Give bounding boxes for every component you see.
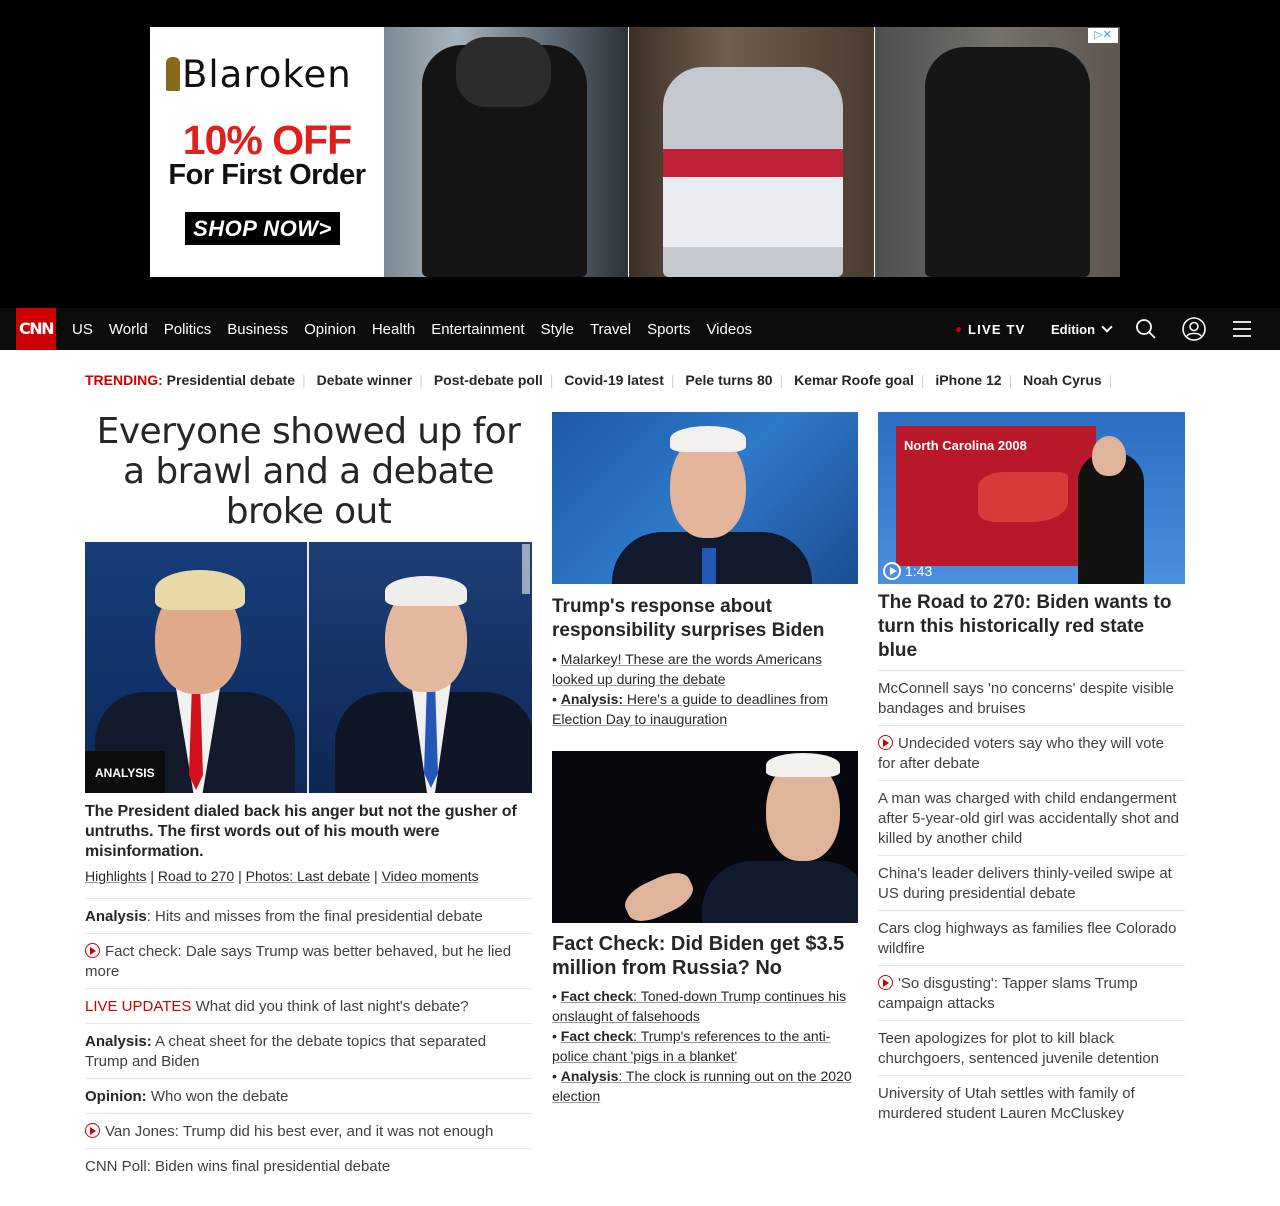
list-item[interactable]: A man was charged with child endangerment after 5-year-old girl was accidentally shot and killed by another child xyxy=(878,781,1185,856)
card-image-biden-debate[interactable] xyxy=(552,412,858,584)
play-icon xyxy=(883,562,901,580)
bullet-link[interactable]: Fact check: Toned-down Trump continues his onslaught of falsehoods xyxy=(552,988,847,1024)
list-item[interactable]: Undecided voters say who they will vote for after debate xyxy=(878,726,1185,781)
ad-photo-turtleneck[interactable] xyxy=(875,27,1120,277)
trending-bar: TRENDING: Presidential debate | Debate winner | Post-debate poll | Covid-19 latest | Pele turns 80 | Kemar Roofe goal | iPhone 12 | Noah Cyrus | xyxy=(85,372,1113,388)
list-item[interactable]: Teen apologizes for plot to kill black churchgoers, sentenced juvenile detention xyxy=(878,1021,1185,1076)
list-item[interactable]: McConnell says 'no concerns' despite visible bandages and bruises xyxy=(878,671,1185,726)
video-thumbnail[interactable] xyxy=(878,412,1185,584)
brand-figure-icon xyxy=(166,57,180,91)
ad-shop-button[interactable]: SHOP NOW> xyxy=(185,212,340,245)
ad-band xyxy=(0,0,1280,308)
account-icon[interactable] xyxy=(1182,317,1206,341)
video-duration: 1:43 xyxy=(883,562,932,580)
analysis-badge: ANALYSIS xyxy=(85,751,165,793)
list-item[interactable]: 'So disgusting': Tapper slams Trump campaign attacks xyxy=(878,966,1185,1021)
cnn-logo[interactable]: CNN xyxy=(16,308,56,350)
ad-sub: For First Order xyxy=(168,159,366,191)
chevron-down-icon xyxy=(1101,321,1112,332)
live-tv-link[interactable]: LIVE TV xyxy=(956,322,1026,337)
trending-item[interactable]: Kemar Roofe goal xyxy=(794,372,914,388)
list-item[interactable]: Fact check: Dale says Trump was better behaved, but he lied more xyxy=(85,934,532,989)
nav-link-videos[interactable]: Videos xyxy=(706,320,753,338)
list-item[interactable]: Van Jones: Trump did his best ever, and it was not enough xyxy=(85,1114,532,1149)
link-photos[interactable]: Photos: Last debate xyxy=(245,868,371,884)
trending-item[interactable]: Debate winner xyxy=(316,372,413,388)
nav-link-business[interactable]: Business xyxy=(227,320,289,338)
nav-link-us[interactable]: US xyxy=(72,320,93,338)
trending-item[interactable]: iPhone 12 xyxy=(935,372,1002,388)
hero-kicker[interactable]: The President dialed back his anger but not the gusher of untruths. The first words out of his mouth were misinformation. xyxy=(85,803,517,860)
trending-item[interactable]: Noah Cyrus xyxy=(1023,372,1102,388)
nav-link-opinion[interactable]: Opinion xyxy=(304,320,356,338)
ad-photo-black-sweater[interactable] xyxy=(384,27,628,277)
bullet-link[interactable]: Analysis: Here's a guide to deadlines from Election Day to inauguration xyxy=(552,691,829,727)
menu-icon[interactable] xyxy=(1230,317,1254,341)
nav-link-health[interactable]: Health xyxy=(371,320,416,338)
card-headline[interactable]: Fact Check: Did Biden get $3.5 million from Russia? No xyxy=(552,933,845,979)
right-story-list xyxy=(878,670,1185,1130)
ad-offer: 10% OFF xyxy=(182,117,352,163)
play-icon xyxy=(85,1123,100,1138)
play-icon xyxy=(878,975,893,990)
card-headline[interactable]: The Road to 270: Biden wants to turn this historically red state blue xyxy=(878,592,1172,661)
live-updates-label: LIVE UPDATES xyxy=(85,998,192,1015)
link-highlights[interactable]: Highlights xyxy=(85,868,147,884)
play-icon xyxy=(878,735,893,750)
top-nav xyxy=(0,308,1280,350)
middle-column xyxy=(552,412,858,1106)
nav-link-travel[interactable]: Travel xyxy=(589,320,632,338)
link-video-moments[interactable]: Video moments xyxy=(381,868,479,884)
list-item[interactable]: Analysis: Hits and misses from the final presidential debate xyxy=(85,899,532,934)
card-image-biden-speaking[interactable] xyxy=(552,751,858,923)
hero-image[interactable] xyxy=(85,542,532,793)
trending-item[interactable]: Post-debate poll xyxy=(433,372,543,388)
nav-links xyxy=(72,308,768,350)
search-icon[interactable] xyxy=(1134,317,1158,341)
list-item[interactable]: University of Utah settles with family of murdered student Lauren McCluskey xyxy=(878,1085,1135,1122)
ad-choices-icon[interactable]: ▷✕ xyxy=(1088,28,1118,43)
hero-related-links: Highlights | Road to 270 | Photos: Last debate | Video moments xyxy=(85,868,479,884)
nav-link-style[interactable]: Style xyxy=(540,320,574,338)
right-column xyxy=(878,412,1185,1130)
trending-label: TRENDING: xyxy=(85,372,163,388)
edition-dropdown[interactable]: Edition xyxy=(1051,322,1111,337)
link-road-to-270[interactable]: Road to 270 xyxy=(157,868,235,884)
ad-brand: Blaroken xyxy=(166,53,352,96)
lead-story-list xyxy=(85,898,532,1183)
hero-headline[interactable]: Everyone showed up for a brawl and a debate broke out xyxy=(96,411,521,532)
trending-item[interactable]: Covid-19 latest xyxy=(564,372,664,388)
live-dot-icon xyxy=(956,327,961,332)
lead-column xyxy=(85,412,532,1183)
photo-credit xyxy=(522,544,530,594)
list-item[interactable]: Cars clog highways as families flee Colorado wildfire xyxy=(878,911,1185,966)
list-item[interactable]: China's leader delivers thinly-veiled swipe at US during presidential debate xyxy=(878,856,1185,911)
nav-link-world[interactable]: World xyxy=(108,320,148,338)
ad-photo-striped-sweater[interactable] xyxy=(629,27,874,277)
bullet-link[interactable]: Analysis: The clock is running out on the 2020 election xyxy=(552,1068,852,1104)
card-bullets: • Malarkey! These are the words Americans looked up during the debate • Analysis: Here's a guide to deadlines from Election Day to inauguration xyxy=(552,651,829,727)
play-icon xyxy=(85,943,100,958)
nav-link-sports[interactable]: Sports xyxy=(647,320,691,338)
ad-copy[interactable] xyxy=(150,27,384,277)
advertisement[interactable] xyxy=(150,27,1120,277)
bullet-link[interactable]: Malarkey! These are the words Americans looked up during the debate xyxy=(552,651,822,687)
trending-item[interactable]: Pele turns 80 xyxy=(685,372,773,388)
bullet-link[interactable]: Fact check: Trump's references to the anti-police chant 'pigs in a blanket' xyxy=(552,1028,831,1064)
card-bullets: • Fact check: Toned-down Trump continues his onslaught of falsehoods • Fact check: Trump's references to the anti-police chant 'pigs in a blanket' • Analysis: The clock is running out on the 2020 election xyxy=(552,988,852,1104)
screen-title: North Carolina 2008 xyxy=(904,438,1027,453)
card-headline[interactable]: Trump's response about responsibility surprises Biden xyxy=(552,596,825,641)
nav-link-politics[interactable]: Politics xyxy=(163,320,212,338)
list-item[interactable]: Analysis: A cheat sheet for the debate topics that separated Trump and Biden xyxy=(85,1024,532,1079)
list-item[interactable]: CNN Poll: Biden wins final presidential debate xyxy=(85,1158,391,1175)
nav-link-entertainment[interactable]: Entertainment xyxy=(431,320,525,338)
list-item[interactable]: LIVE UPDATES What did you think of last night's debate? xyxy=(85,989,532,1024)
trending-item[interactable]: Presidential debate xyxy=(166,372,296,388)
list-item[interactable]: Opinion: Who won the debate xyxy=(85,1079,532,1114)
